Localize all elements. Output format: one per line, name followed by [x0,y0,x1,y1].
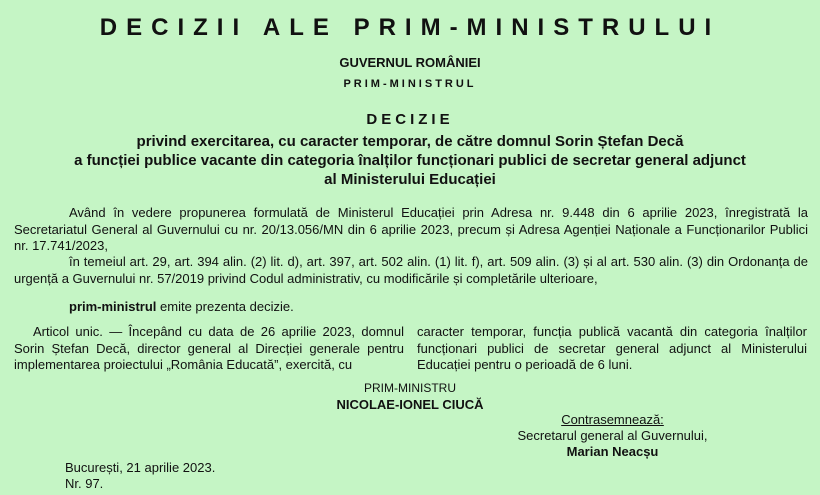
page-title: DECIZII ALE PRIM-MINISTRULUI [99,14,721,41]
subject-line: al Ministerului Educației [324,171,496,188]
countersign-role: Secretarul general al Guvernului, [517,428,708,443]
decision-number: Nr. 97. [65,476,104,491]
issues-text: emite prezenta decizie. [156,299,294,314]
decision-subject [0,132,820,189]
issuer: GUVERNUL ROMÂNIEI [339,55,481,70]
place-date: București, 21 aprilie 2023. [65,460,216,475]
signature-name: NICOLAE-IONEL CIUCĂ [336,397,484,412]
article-column-left: Articol unic. — Începând cu data de 26 aprilie 2023, domnul Sorin Ștefan Decă, director general al Direcției generale pentru implementarea proiectului „România Educată”, exercită, cu [14,324,404,372]
prime-minister-term: prim-ministrul [69,299,157,314]
subject-line: privind exercitarea, cu caracter temporar, de către domnul Sorin Ștefan Decă [136,133,684,150]
footer [65,460,215,492]
paragraph-considering: Având în vedere propunerea formulată de Ministerul Educației prin Adresa nr. 9.448 din 6 aprilie 2023, înregistrată la Secretariatul General al Guvernului cu nr. 20/13.056/MN din 6 aprilie 2023, precum și Adresa Agenției Naționale a Funcționarilor Publici nr. 17.741/2023, [14,205,808,253]
office: PRIM-MINISTRUL [343,78,477,90]
paragraph-issues [69,299,294,314]
subject-line: a funcției publice vacante din categoria înalților funcționari publici de secretar general adjunct [74,152,746,169]
decision-heading: DECIZIE [366,111,454,128]
countersign-block [500,412,725,460]
countersign-label: Contrasemnează: [561,412,664,427]
article-column-right: caracter temporar, funcția publică vacantă din categoria înalților funcționari publici de secretar general adjunct al Ministerului Educației pentru o perioadă de 6 luni. [417,324,807,372]
signature-title: PRIM-MINISTRU [364,381,456,395]
countersign-name: Marian Neacșu [566,444,659,459]
paragraph-legal-basis: în temeiul art. 29, art. 394 alin. (2) lit. d), art. 397, art. 502 alin. (1) lit. f), art. 509 alin. (3) și al art. 530 alin. (3) din Ordonanța de urgență a Guvernului nr. 57/2019 privind Codul administrativ, cu modificările și completările ulterioare, [14,254,808,286]
